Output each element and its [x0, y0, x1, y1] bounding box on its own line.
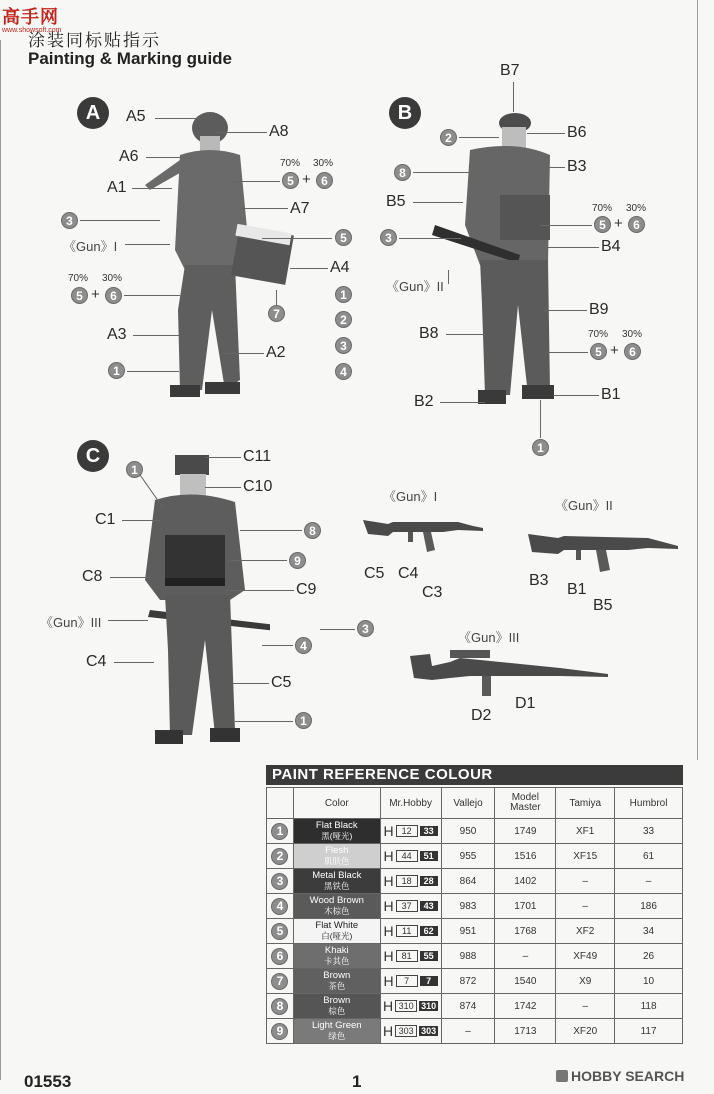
leader-line — [232, 683, 269, 684]
label-a3: A3 — [107, 326, 127, 343]
label-b8: B8 — [419, 325, 439, 342]
color-name: Flesh — [325, 845, 349, 856]
header-mrhobby: Mr.Hobby — [380, 788, 441, 819]
leader-line — [232, 181, 280, 182]
gun-label-b: 《Gun》II — [386, 279, 444, 294]
section-badge-c: C — [77, 440, 109, 472]
hobbysearch-logo: HOBBY SEARCH — [556, 1068, 684, 1084]
humbrol-cell: 34 — [615, 919, 683, 944]
color-name-cn: 黑(哑光) — [321, 831, 353, 841]
leader-line — [399, 238, 461, 239]
gun-label-a: 《Gun》I — [63, 239, 118, 254]
site-logo: 高手网 www.showsoft.com — [2, 7, 62, 34]
color-swatch-cell — [293, 819, 380, 844]
leader-line — [540, 247, 599, 248]
paint-number-badge: 7 — [271, 973, 288, 990]
label-c1: C1 — [95, 511, 116, 528]
humbrol-cell: 26 — [615, 944, 683, 969]
tamiya-cell: – — [556, 869, 615, 894]
mrhobby-cell — [380, 844, 441, 869]
vallejo-cell: 983 — [441, 894, 495, 919]
left-border-line — [0, 40, 1, 1080]
color-name: Brown — [323, 970, 351, 981]
leader-line — [80, 220, 160, 221]
leader-line — [413, 172, 471, 173]
gun-2-illustration — [528, 524, 683, 579]
h-code-white: 37 — [396, 900, 418, 912]
paint-number-badge: 1 — [335, 286, 352, 303]
gun-1-label-c4: C4 — [398, 565, 419, 582]
paint-number-badge: 6 — [628, 216, 645, 233]
label-a8: A8 — [269, 123, 289, 140]
plus-sign: + — [614, 215, 623, 232]
leader-line — [108, 620, 148, 621]
paint-number-badge: 1 — [295, 712, 312, 729]
color-swatch-cell — [293, 994, 380, 1019]
gun-title-2: 《Gun》II — [555, 498, 613, 513]
paint-number-badge: 1 — [532, 439, 549, 456]
tamiya-cell: XF20 — [556, 1019, 615, 1044]
h-prefix: H — [383, 948, 394, 964]
humbrol-cell: 186 — [615, 894, 683, 919]
paint-table-title: PAINT REFERENCE COLOUR — [266, 765, 683, 785]
table-row — [267, 844, 683, 869]
h-code-white: 303 — [395, 1025, 417, 1037]
leader-line — [262, 238, 332, 239]
label-b5: B5 — [386, 193, 406, 210]
modelmaster-cell: 1701 — [495, 894, 556, 919]
leader-line — [110, 577, 150, 578]
color-name-cn: 棕色 — [328, 1006, 346, 1016]
color-name: Flat White — [315, 920, 359, 931]
label-a2: A2 — [266, 344, 286, 361]
color-swatch-cell — [293, 894, 380, 919]
label-a7: A7 — [290, 200, 310, 217]
mix-percent-70: 70% — [592, 203, 613, 214]
paint-number-badge: 6 — [624, 343, 641, 360]
paint-number-badge: 8 — [271, 998, 288, 1015]
row-number-cell — [267, 819, 294, 844]
color-name-cn: 黑铁色 — [324, 881, 350, 891]
header-chinese-title: 涂装同标贴指示 — [28, 31, 161, 50]
color-name: Brown — [323, 995, 351, 1006]
section-badge-b: B — [389, 97, 421, 129]
gun-1-illustration — [363, 510, 488, 560]
h-code-black: 62 — [420, 926, 438, 936]
h-prefix: H — [383, 923, 394, 939]
paint-number-badge: 5 — [335, 229, 352, 246]
header-tamiya: Tamiya — [556, 788, 615, 819]
color-name-cn: 卡其色 — [324, 956, 350, 966]
h-code-black: 303 — [421, 1026, 437, 1036]
leader-line — [440, 402, 485, 403]
gun-2-label-b5: B5 — [593, 597, 613, 614]
label-a1: A1 — [107, 179, 127, 196]
row-number-cell — [267, 944, 294, 969]
label-b6: B6 — [567, 124, 587, 141]
modelmaster-cell: – — [495, 944, 556, 969]
color-swatch-cell — [293, 844, 380, 869]
page-number: 1 — [352, 1072, 362, 1091]
right-border-line — [697, 0, 698, 760]
label-a5: A5 — [126, 108, 146, 125]
mix-percent-70: 70% — [588, 329, 609, 340]
h-code-black: 51 — [420, 851, 438, 861]
mrhobby-cell — [380, 869, 441, 894]
paint-number-badge: 4 — [271, 898, 288, 915]
color-swatch-cell — [293, 869, 380, 894]
paint-reference-table — [266, 787, 683, 1044]
h-code-black: 55 — [420, 951, 438, 961]
mix-percent-30: 30% — [102, 273, 123, 284]
h-prefix: H — [383, 873, 394, 889]
h-code-white: 81 — [396, 950, 418, 962]
plus-sign: + — [91, 286, 100, 303]
leader-line — [540, 400, 541, 438]
modelmaster-cell: 1516 — [495, 844, 556, 869]
leader-line — [222, 353, 264, 354]
color-name: Khaki — [324, 945, 349, 956]
label-b3: B3 — [567, 158, 587, 175]
leader-line — [535, 167, 565, 168]
mrhobby-cell — [380, 994, 441, 1019]
row-number-cell — [267, 894, 294, 919]
h-code-white: 18 — [396, 875, 418, 887]
gun-3-illustration — [410, 648, 610, 698]
h-code-black: 43 — [420, 901, 438, 911]
modelmaster-cell: 1768 — [495, 919, 556, 944]
h-prefix: H — [383, 848, 394, 864]
paint-number-badge: 4 — [335, 363, 352, 380]
vallejo-cell: 988 — [441, 944, 495, 969]
label-c4: C4 — [86, 653, 107, 670]
header-humbrol: Humbrol — [615, 788, 683, 819]
tamiya-cell: – — [556, 994, 615, 1019]
h-prefix: H — [383, 998, 394, 1014]
paint-number-badge: 8 — [304, 522, 321, 539]
color-name: Metal Black — [312, 870, 362, 881]
table-row — [267, 1019, 683, 1044]
paint-number-badge: 5 — [71, 287, 88, 304]
color-name: Wood Brown — [309, 895, 364, 906]
label-b4: B4 — [601, 238, 621, 255]
paint-number-badge: 3 — [61, 212, 78, 229]
leader-line — [114, 662, 154, 663]
h-prefix: H — [383, 823, 394, 839]
row-number-cell — [267, 919, 294, 944]
label-c8: C8 — [82, 568, 103, 585]
mrhobby-cell — [380, 919, 441, 944]
mix-percent-30: 30% — [313, 158, 334, 169]
mrhobby-cell — [380, 819, 441, 844]
leader-line — [205, 457, 241, 458]
tamiya-cell: XF15 — [556, 844, 615, 869]
plus-sign: + — [610, 342, 619, 359]
color-swatch-cell — [293, 969, 380, 994]
h-code-white: 11 — [396, 925, 418, 937]
mix-percent-30: 30% — [626, 203, 647, 214]
table-row — [267, 919, 683, 944]
gun-3-label-d1: D1 — [515, 695, 536, 712]
vallejo-cell: 950 — [441, 819, 495, 844]
color-name: Light Green — [311, 1020, 362, 1031]
label-b2: B2 — [414, 393, 434, 410]
paint-number-badge: 4 — [295, 637, 312, 654]
leader-line — [122, 520, 160, 521]
leader-line — [459, 137, 499, 138]
row-number-cell — [267, 1019, 294, 1044]
leader-line — [413, 202, 463, 203]
color-swatch-cell — [293, 944, 380, 969]
header-vallejo: Vallejo — [441, 788, 495, 819]
modelmaster-cell: 1402 — [495, 869, 556, 894]
paint-number-badge: 5 — [590, 343, 607, 360]
table-header-row — [267, 788, 683, 819]
leader-line — [215, 132, 267, 133]
paint-number-badge: 5 — [271, 923, 288, 940]
table-row — [267, 869, 683, 894]
leader-line — [226, 590, 294, 591]
humbrol-cell: 117 — [615, 1019, 683, 1044]
paint-number-badge: 2 — [335, 311, 352, 328]
color-name-cn: 白(哑光) — [321, 931, 353, 941]
tamiya-cell: XF2 — [556, 919, 615, 944]
leader-line — [133, 335, 180, 336]
leader-line — [205, 487, 241, 488]
leader-line — [125, 244, 170, 245]
label-c9: C9 — [296, 581, 317, 598]
mix-percent-30: 30% — [622, 329, 643, 340]
color-name: Flat Black — [315, 820, 358, 831]
paint-number-badge: 2 — [440, 129, 457, 146]
color-name-cn: 木棕色 — [324, 906, 350, 916]
paint-number-badge: 6 — [316, 172, 333, 189]
humbrol-cell: 10 — [615, 969, 683, 994]
color-swatch-cell — [293, 1019, 380, 1044]
vallejo-cell: 872 — [441, 969, 495, 994]
modelmaster-cell: 1742 — [495, 994, 556, 1019]
leader-line — [290, 268, 328, 269]
section-badge-a: A — [77, 97, 109, 129]
leader-line — [540, 225, 592, 226]
paint-number-badge: 1 — [108, 362, 125, 379]
h-code-black: 310 — [421, 1001, 437, 1011]
row-number-cell — [267, 869, 294, 894]
gun-1-label-c5: C5 — [364, 565, 385, 582]
gun-label-c: 《Gun》III — [40, 615, 102, 630]
label-a6: A6 — [119, 148, 139, 165]
leader-line — [446, 334, 486, 335]
h-prefix: H — [383, 898, 394, 914]
leader-line — [276, 290, 277, 305]
mrhobby-cell — [380, 944, 441, 969]
hobbysearch-icon — [556, 1070, 568, 1082]
label-c10: C10 — [243, 478, 273, 495]
color-name-cn: 绿色 — [328, 1031, 346, 1041]
label-b9: B9 — [589, 301, 609, 318]
leader-line — [513, 82, 514, 112]
paint-number-badge: 8 — [394, 164, 411, 181]
paint-number-badge: 6 — [105, 287, 122, 304]
plus-sign: + — [302, 171, 311, 188]
h-prefix: H — [383, 973, 394, 989]
leader-line — [240, 530, 302, 531]
paint-number-badge: 3 — [380, 229, 397, 246]
label-b7: B7 — [500, 62, 520, 79]
humbrol-cell: 118 — [615, 994, 683, 1019]
h-code-white: 7 — [396, 975, 418, 987]
leader-line — [553, 395, 599, 396]
table-row — [267, 994, 683, 1019]
tamiya-cell: XF49 — [556, 944, 615, 969]
mix-percent-70: 70% — [68, 273, 89, 284]
leader-line — [155, 118, 200, 119]
row-number-cell — [267, 844, 294, 869]
leader-line — [262, 645, 293, 646]
paint-number-badge: 2 — [271, 848, 288, 865]
paint-number-badge: 3 — [335, 337, 352, 354]
figure-c-illustration — [130, 450, 273, 760]
product-code: 01553 — [24, 1072, 72, 1091]
table-row — [267, 894, 683, 919]
gun-1-label-c3: C3 — [422, 584, 443, 601]
label-c11: C11 — [243, 448, 272, 465]
humbrol-cell: 61 — [615, 844, 683, 869]
leader-line — [545, 310, 587, 311]
tamiya-cell: X9 — [556, 969, 615, 994]
vallejo-cell: 864 — [441, 869, 495, 894]
leader-line — [548, 352, 588, 353]
header-color: Color — [293, 788, 380, 819]
modelmaster-cell: 1749 — [495, 819, 556, 844]
modelmaster-cell: 1540 — [495, 969, 556, 994]
paint-number-badge: 9 — [289, 552, 306, 569]
label-a4: A4 — [330, 259, 350, 276]
leader-line — [230, 560, 287, 561]
leader-line — [146, 157, 191, 158]
h-code-white: 44 — [396, 850, 418, 862]
leader-line — [238, 208, 288, 209]
paint-number-badge: 1 — [271, 823, 288, 840]
leader-line — [320, 629, 355, 630]
paint-number-badge: 7 — [268, 305, 285, 322]
gun-3-label-d2: D2 — [471, 707, 492, 724]
color-swatch-cell — [293, 919, 380, 944]
color-name-cn: 肌肤色 — [324, 856, 350, 866]
paint-number-badge: 6 — [271, 948, 288, 965]
paint-number-badge: 3 — [271, 873, 288, 890]
paint-number-badge: 3 — [357, 620, 374, 637]
figure-b-illustration — [430, 105, 570, 415]
page-title: Painting & Marking guide — [28, 49, 233, 68]
vallejo-cell: – — [441, 1019, 495, 1044]
vallejo-cell: 951 — [441, 919, 495, 944]
table-row — [267, 944, 683, 969]
leader-line — [132, 188, 172, 189]
vallejo-cell: 874 — [441, 994, 495, 1019]
paint-number-badge: 1 — [126, 461, 143, 478]
h-prefix: H — [383, 1023, 394, 1039]
gun-2-label-b3: B3 — [529, 572, 549, 589]
mrhobby-cell — [380, 894, 441, 919]
label-c5: C5 — [271, 674, 292, 691]
mrhobby-cell — [380, 1019, 441, 1044]
table-row — [267, 969, 683, 994]
h-code-black: 7 — [420, 976, 438, 986]
leader-line — [127, 371, 179, 372]
header-number — [267, 788, 294, 819]
row-number-cell — [267, 969, 294, 994]
leader-line — [235, 721, 293, 722]
leader-line — [527, 133, 565, 134]
leader-line — [448, 270, 449, 284]
row-number-cell — [267, 994, 294, 1019]
gun-2-label-b1: B1 — [567, 581, 587, 598]
paint-number-badge: 5 — [594, 216, 611, 233]
h-code-white: 12 — [396, 825, 418, 837]
header-modelmaster: Model Master — [495, 788, 556, 819]
humbrol-cell: – — [615, 869, 683, 894]
tamiya-cell: XF1 — [556, 819, 615, 844]
paint-number-badge: 5 — [282, 172, 299, 189]
h-code-white: 310 — [395, 1000, 417, 1012]
gun-title-3: 《Gun》III — [458, 630, 520, 645]
h-code-black: 28 — [420, 876, 438, 886]
gun-title-1: 《Gun》I — [383, 489, 438, 504]
mrhobby-cell — [380, 969, 441, 994]
leader-line — [124, 295, 180, 296]
label-b1: B1 — [601, 386, 621, 403]
table-row — [267, 819, 683, 844]
color-name-cn: 茶色 — [328, 981, 346, 991]
mix-percent-70: 70% — [280, 158, 301, 169]
modelmaster-cell: 1713 — [495, 1019, 556, 1044]
tamiya-cell: – — [556, 894, 615, 919]
humbrol-cell: 33 — [615, 819, 683, 844]
paint-number-badge: 9 — [271, 1023, 288, 1040]
h-code-black: 33 — [420, 826, 438, 836]
vallejo-cell: 955 — [441, 844, 495, 869]
